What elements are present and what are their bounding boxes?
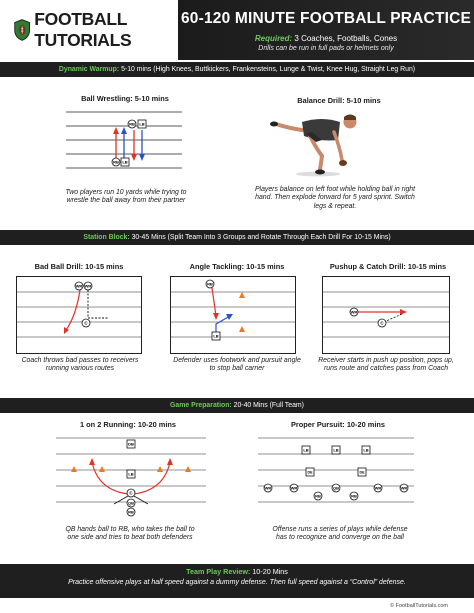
svg-text:RB: RB	[315, 493, 321, 499]
game-prep-bar	[0, 398, 474, 413]
svg-text:LB: LB	[128, 471, 134, 477]
ball-wrestling-diagram	[66, 106, 182, 174]
station-text: 30-45 Mins (Split Team Into 3 Groups and Rotate Through Each Drill For 10-15 Mins)	[129, 234, 391, 241]
svg-text:RB: RB	[129, 121, 135, 127]
svg-text:DE: DE	[359, 470, 365, 475]
balance-drill-player-illustration	[268, 108, 378, 178]
one-on-two-title: 1 on 2 Running: 10-20 mins	[79, 420, 177, 429]
warmup-bar	[0, 62, 474, 77]
svg-text:RB: RB	[128, 509, 134, 515]
balance-drill-caption: Players balance on left foot while holding ball in right hand. Then explode forward for 5 yard sprint. Switch legs & repeat.	[254, 186, 416, 210]
required-label: Required:	[254, 34, 293, 43]
svg-text:RB: RB	[113, 159, 119, 165]
game-prep-text: 20-40 Mins (Full Team)	[231, 402, 304, 409]
brand-logo	[0, 0, 178, 60]
svg-text:RB: RB	[207, 281, 213, 287]
svg-text:WR: WR	[374, 485, 382, 491]
proper-pursuit-title: Proper Pursuit: 10-20 mins	[290, 420, 386, 429]
ball-wrestling-title: Ball Wrestling: 5-10 mins	[81, 94, 169, 103]
svg-text:WR: WR	[84, 283, 92, 289]
title-block	[178, 0, 474, 60]
svg-text:C: C	[129, 490, 133, 496]
game-prep-label: Game Preparation:	[170, 402, 232, 409]
proper-pursuit-caption: Offense runs a series of plays while defense has to recognize and converge on the ball	[272, 526, 408, 542]
shield-logo-icon	[14, 15, 30, 45]
svg-text:LB: LB	[122, 159, 128, 165]
page-header	[0, 0, 474, 60]
header-note: Drills can be run in full pads or helmets only	[258, 45, 394, 52]
svg-text:WR: WR	[264, 485, 272, 491]
angle-tackling-diagram	[170, 276, 296, 354]
station-label: Station Block:	[83, 234, 130, 241]
svg-text:LB: LB	[213, 333, 219, 339]
warmup-text: 5-10 mins (High Knees, Buttkickers, Frankensteins, Lunge & Twist, Knee Hug, Straight Leg Run)	[119, 66, 416, 73]
svg-text:LB: LB	[303, 447, 309, 453]
review-text: Practice offensive plays at half speed against a dummy defense. Then full speed against a “Control” defense.	[68, 579, 406, 586]
bad-ball-diagram	[16, 276, 142, 354]
pushup-catch-title: Pushup & Catch Drill: 10-15 mins	[329, 262, 447, 271]
ball-wrestling-caption: Two players run 10 yards while trying to wrestle the ball away from their partner	[65, 189, 187, 205]
copyright-footer: © FootballTutorials.com	[0, 600, 474, 613]
svg-text:QB: QB	[333, 485, 339, 491]
station-bar	[0, 230, 474, 245]
review-duration: 10-20 Mins	[250, 567, 288, 576]
required-text: 3 Coaches, Footballs, Cones	[292, 34, 398, 43]
angle-tackling-caption: Defender uses footwork and pursuit angle to stop ball carrier	[173, 357, 301, 373]
pushup-catch-diagram	[322, 276, 450, 354]
one-on-two-diagram	[56, 432, 206, 518]
review-label: Team Play Review:	[186, 567, 251, 576]
brand-name: FOOTBALL TUTORIALS	[34, 9, 132, 50]
svg-text:DE: DE	[307, 470, 313, 475]
svg-text:WR: WR	[75, 283, 83, 289]
proper-pursuit-diagram	[258, 432, 414, 518]
warmup-label: Dynamic Warmup:	[58, 66, 120, 73]
one-on-two-caption: QB hands ball to RB, who takes the ball to one side and tries to beat both defenders	[65, 526, 195, 542]
svg-text:WR: WR	[290, 485, 298, 491]
svg-text:C: C	[84, 320, 88, 326]
balance-drill-title: Balance Drill: 5-10 mins	[297, 96, 381, 105]
bad-ball-caption: Coach throws bad passes to receivers running various routes	[21, 357, 139, 373]
team-play-review-bar	[0, 564, 474, 598]
review-heading	[0, 567, 474, 577]
svg-text:DB: DB	[128, 441, 134, 447]
svg-text:C: C	[380, 320, 384, 326]
svg-text:LB: LB	[139, 121, 145, 127]
svg-text:WR: WR	[400, 485, 408, 491]
pushup-catch-caption: Receiver starts in push up position, pops up, runs route and catches pass from Coach	[318, 357, 454, 373]
svg-text:RB: RB	[351, 493, 357, 499]
svg-text:QB: QB	[128, 500, 134, 506]
svg-text:LB: LB	[363, 447, 369, 453]
svg-text:WR: WR	[350, 309, 358, 315]
angle-tackling-title: Angle Tackling: 10-15 mins	[189, 262, 285, 271]
page-title: 60-120 MINUTE FOOTBALL PRACTICE	[180, 10, 472, 27]
required-line	[178, 34, 474, 43]
svg-text:LB: LB	[333, 447, 339, 453]
bad-ball-title: Bad Ball Drill: 10-15 mins	[34, 262, 124, 271]
